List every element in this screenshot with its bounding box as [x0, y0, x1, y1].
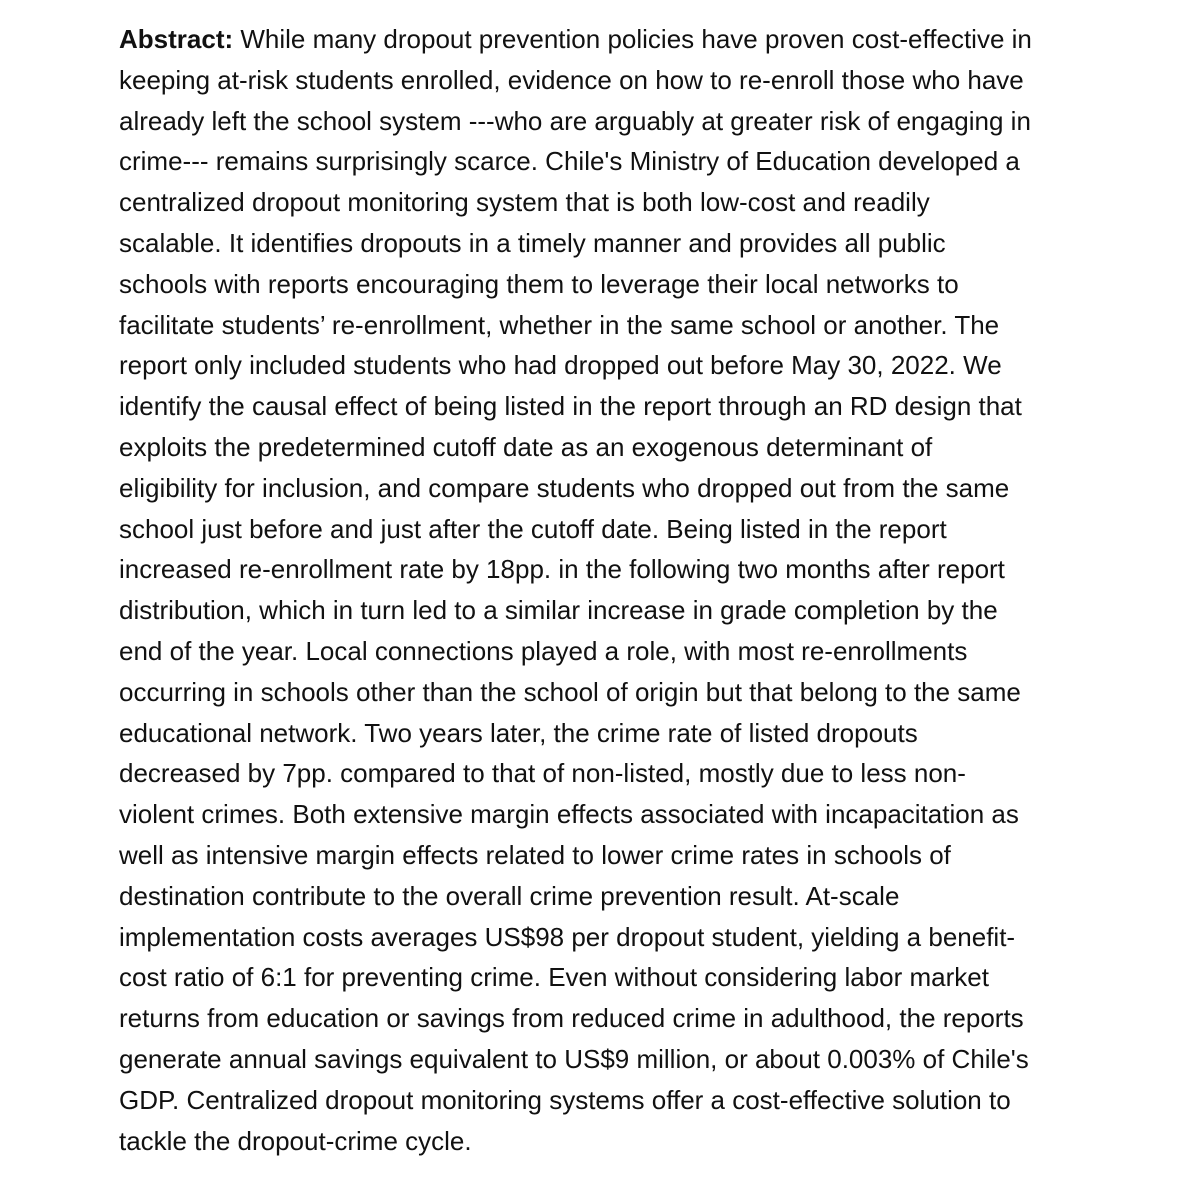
abstract-label: Abstract: — [119, 24, 234, 54]
abstract-paragraph — [119, 19, 1089, 1161]
abstract-line: keeping at-risk students enrolled, evidence on how to re-enroll those who have — [119, 64, 1024, 95]
abstract-line: implementation costs averages US$98 per dropout student, yielding a benefit- — [119, 921, 1016, 952]
abstract-line — [119, 19, 1089, 60]
abstract-line: returns from education or savings from reduced crime in adulthood, the reports — [119, 1003, 1024, 1034]
abstract-line: occurring in schools other than the school of origin but that belong to the same — [119, 676, 1021, 707]
abstract-line: report only included students who had dropped out before May 30, 2022. We — [119, 350, 1002, 381]
abstract-line: cost ratio of 6:1 for preventing crime. Even without considering labor market — [119, 962, 989, 993]
abstract-line: crime--- remains surprisingly scarce. Chile's Ministry of Education developed a — [119, 146, 1020, 177]
abstract-line: end of the year. Local connections played a role, with most re-enrollments — [119, 635, 968, 666]
abstract-line: exploits the predetermined cutoff date as an exogenous determinant of — [119, 431, 933, 462]
abstract-line: decreased by 7pp. compared to that of non-listed, mostly due to less non- — [119, 758, 966, 789]
abstract-line: educational network. Two years later, the crime rate of listed dropouts — [119, 717, 918, 748]
abstract-line: identify the causal effect of being listed in the report through an RD design that — [119, 391, 1022, 422]
abstract-line: well as intensive margin effects related to lower crime rates in schools of — [119, 839, 951, 870]
abstract-line: scalable. It identifies dropouts in a timely manner and provides all public — [119, 227, 946, 258]
abstract-line: school just before and just after the cutoff date. Being listed in the report — [119, 513, 947, 544]
abstract-line: centralized dropout monitoring system that is both low-cost and readily — [119, 187, 930, 218]
abstract-line: violent crimes. Both extensive margin effects associated with incapacitation as — [119, 799, 1019, 830]
abstract-line: schools with reports encouraging them to leverage their local networks to — [119, 268, 959, 299]
abstract-line: tackle the dropout-crime cycle. — [119, 1125, 472, 1156]
abstract-first-line-text: While many dropout prevention policies have proven cost-effective in — [233, 24, 1032, 54]
abstract-line: eligibility for inclusion, and compare students who dropped out from the same — [119, 472, 1010, 503]
abstract-line: increased re-enrollment rate by 18pp. in the following two months after report — [119, 554, 1005, 585]
abstract-line: GDP. Centralized dropout monitoring systems offer a cost-effective solution to — [119, 1084, 1011, 1115]
abstract-line: facilitate students’ re-enrollment, whether in the same school or another. The — [119, 309, 1000, 340]
abstract-line: destination contribute to the overall crime prevention result. At-scale — [119, 880, 900, 911]
abstract-line: already left the school system ---who are arguably at greater risk of engaging in — [119, 105, 1031, 136]
abstract-line: distribution, which in turn led to a similar increase in grade completion by the — [119, 595, 998, 626]
abstract-line: generate annual savings equivalent to US$9 million, or about 0.003% of Chile's — [119, 1043, 1029, 1074]
